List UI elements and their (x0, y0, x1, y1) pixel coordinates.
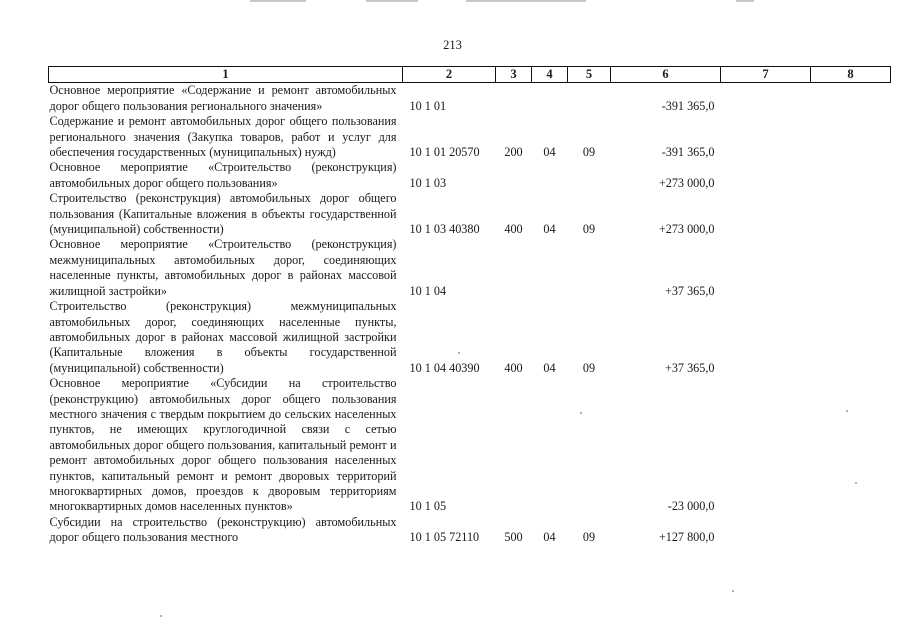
row-description: Основное мероприятие «Строительство (реконструкция) межмуниципальных автомобильных дорог, соединяющих населенные пункты, автомобильных дорог в районах массовой жилищной застройки» (49, 237, 397, 298)
column-header-8: 8 (811, 67, 891, 83)
row-col8 (811, 299, 891, 376)
scan-speck (160, 615, 162, 617)
column-header-2: 2 (403, 67, 496, 83)
row-code: 10 1 05 (409, 499, 447, 514)
row-expense-type (496, 83, 532, 114)
scan-mark (736, 0, 754, 2)
row-amount: -23 000,0 (667, 499, 715, 514)
row-expense-type (496, 376, 532, 515)
row-subsection (568, 83, 611, 114)
page-number: 213 (443, 38, 462, 52)
row-subsection: 09 (582, 530, 596, 545)
row-code: 10 1 03 (409, 175, 447, 190)
row-code: 10 1 04 40390 (409, 360, 480, 375)
row-section (532, 83, 568, 114)
row-description: Основное мероприятие «Субсидии на строительство (реконструкцию) автомобильных дорог общего пользования местного значения с твердым покрытием до сельских населенных пунктов, не имеющих круглогодичной связи с сетью автомобильных дорог общего пользования, капитальный ремонт и ремонт автомобильных дорог общего пользования населенных пунктов, капитальный ремонт и ремонт дворовых территорий многоквартирных домов, проездов к дворовым территориям многоквартирных домов населенных пунктов» (49, 376, 397, 514)
table-row (49, 299, 891, 376)
table-row (49, 376, 891, 515)
table-row (49, 515, 891, 546)
row-expense-type: 400 (504, 360, 523, 375)
row-amount: +127 800,0 (658, 530, 715, 545)
column-header-4: 4 (532, 67, 568, 83)
row-section: 04 (543, 530, 556, 545)
table-row (49, 114, 891, 160)
row-description: Содержание и ремонт автомобильных дорог общего пользования регионального значения (Закупка товаров, работ и услуг для обеспечения государственных (муниципальных) нужд) (49, 114, 397, 160)
row-amount: +37 365,0 (664, 360, 715, 375)
row-section: 04 (543, 360, 556, 375)
table-row (49, 191, 891, 237)
table-row (49, 237, 891, 299)
scan-speck (732, 590, 734, 592)
row-code: 10 1 05 72110 (409, 530, 480, 545)
scan-speck (580, 412, 582, 414)
row-section (532, 237, 568, 299)
table-row (49, 83, 891, 114)
row-expense-type: 200 (504, 145, 523, 160)
scan-speck (458, 352, 460, 354)
row-col7 (721, 114, 811, 160)
row-subsection: 09 (582, 145, 596, 160)
row-col8 (811, 160, 891, 191)
header-row (49, 67, 891, 83)
row-description: Строительство (реконструкция) автомобильных дорог общего пользования (Капитальные вложения в объекты государственной (муниципальной) собственности) (49, 191, 397, 237)
row-col7 (721, 515, 811, 546)
row-col7 (721, 376, 811, 515)
scan-mark (366, 0, 418, 2)
scan-speck (855, 482, 857, 484)
row-subsection: 09 (582, 222, 596, 237)
row-section: 04 (543, 222, 556, 237)
row-description: Основное мероприятие «Строительство (реконструкция) автомобильных дорог общего пользования» (49, 160, 397, 190)
row-description: Субсидии на строительство (реконструкцию) автомобильных дорог общего пользования местного (49, 514, 397, 545)
budget-table (48, 66, 891, 546)
row-code: 10 1 01 20570 (409, 145, 480, 160)
row-expense-type (496, 160, 532, 191)
row-col8 (811, 191, 891, 237)
column-header-3: 3 (496, 67, 532, 83)
row-subsection: 09 (582, 360, 596, 375)
column-header-6: 6 (611, 67, 721, 83)
row-code: 10 1 03 40380 (409, 222, 480, 237)
row-col8 (811, 515, 891, 546)
row-col8 (811, 83, 891, 114)
row-expense-type: 400 (504, 222, 523, 237)
row-col8 (811, 376, 891, 515)
row-expense-type: 500 (504, 530, 523, 545)
row-amount: +37 365,0 (664, 283, 715, 298)
column-header-5: 5 (568, 67, 611, 83)
row-col8 (811, 237, 891, 299)
row-col8 (811, 114, 891, 160)
row-section (532, 160, 568, 191)
row-col7 (721, 237, 811, 299)
row-amount: +273 000,0 (658, 175, 715, 190)
row-subsection (568, 237, 611, 299)
row-col7 (721, 160, 811, 191)
row-code: 10 1 04 (409, 283, 447, 298)
row-code: 10 1 01 (409, 98, 447, 113)
row-subsection (568, 160, 611, 191)
scan-mark (250, 0, 306, 2)
scan-mark (466, 0, 586, 2)
row-amount: -391 365,0 (661, 145, 715, 160)
row-amount: +273 000,0 (658, 222, 715, 237)
scan-speck (846, 410, 848, 412)
row-col7 (721, 83, 811, 114)
row-description: Строительство (реконструкция) межмуниципальных автомобильных дорог, соединяющих населенные пункты, автомобильных дорог в районах массовой жилищной застройки (Капитальные вложения в объекты государственной (муниципальной) собственности) (49, 299, 397, 375)
column-header-1: 1 (49, 67, 403, 83)
table-row (49, 160, 891, 191)
row-section: 04 (543, 145, 556, 160)
row-description: Основное мероприятие «Содержание и ремонт автомобильных дорог общего пользования регионального значения» (49, 83, 397, 113)
row-section (532, 376, 568, 515)
row-amount: -391 365,0 (661, 98, 715, 113)
row-expense-type (496, 237, 532, 299)
row-col7 (721, 191, 811, 237)
row-col7 (721, 299, 811, 376)
column-header-7: 7 (721, 67, 811, 83)
row-subsection (568, 376, 611, 515)
